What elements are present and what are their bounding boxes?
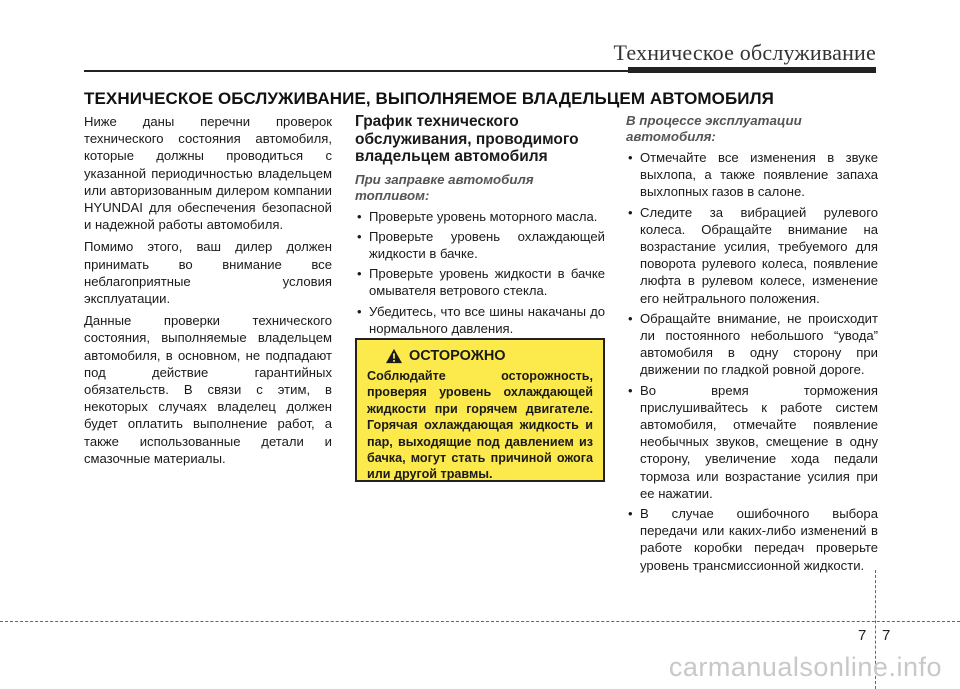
header-rule-accent [628,67,876,73]
list-item: • Следите за вибрацией рулевого колеса. Обращайте внимание на возрастание усилия, требуемого для поворота рулевого колеса, появление люфта в рулевом колесе, изменение его нейтрального положения. [626,204,878,307]
warning-text: Соблюдайте осторожность, проверяя уровень охлаждающей жидкости при горячем двигателе. Горячая охлаждающая жидкость и пар, выходящие под давлением из бачка, могут стать причиной ожога или другой травмы. [367,369,593,482]
warning-box [355,338,605,482]
list-item: • Убедитесь, что все шины накачаны до нормального давления. [355,303,605,337]
list-item: • Проверьте уровень моторного масла. [355,208,605,225]
list-item: • Проверьте уровень жидкости в бачке омывателя ветрового стекла. [355,265,605,299]
column-left [84,113,332,472]
list-item: • Во время торможения прислушивайтесь к работе систем автомобиля, отмечайте появление необычных звуков, смещение в одну сторону, увеличение хода педали тормоза или возрастание усилия при ее нажатии. [626,382,878,502]
footer-rule [0,621,960,622]
list-item: • Обращайте внимание, не происходит ли постоянного небольшого “увода” автомобиля в одну сторону при движении по гладкой ровной дороге. [626,310,878,379]
paragraph: Помимо этого, ваш дилер должен принимать во внимание все неблагоприятные условия эксплуатации. [84,239,332,307]
refuel-checklist [355,208,605,337]
watermark: carmanualsonline.info [668,652,942,682]
page-number: 7 [882,627,891,644]
column-middle [355,113,605,340]
paragraph: Данные проверки технического состояния, выполняемые владельцем автомобиля, в основном, не подпадают под действие гарантийных обязательств. В связи с этим, в некоторых случаях владелец должен будет оплатить выполнение работ, а также использованные детали и смазочные материалы. [84,313,332,466]
section-title: Техническое обслуживание [613,40,876,65]
list-item: • Проверьте уровень охлаждающей жидкости в бачке. [355,228,605,262]
warning-title-row [367,348,593,364]
column-right [626,113,878,577]
list-item: • Отмечайте все изменения в звуке выхлопа, а также появление запаха выхлопных газов в салоне. [626,149,878,201]
page-heading: ТЕХНИЧЕСКОЕ ОБСЛУЖИВАНИЕ, ВЫПОЛНЯЕМОЕ ВЛАДЕЛЬЦЕМ АВТОМОБИЛЯ [84,89,774,108]
driving-checklist [626,149,878,574]
driving-subheading: В процессе эксплуатации автомобиля: [626,113,802,144]
warning-triangle-icon [385,348,403,364]
warning-title: ОСТОРОЖНО [409,348,506,364]
chapter-number: 7 [858,627,867,644]
paragraph: Ниже даны перечни проверок технического состояния автомобиля, которые должны проводиться с указанной периодичностью владельцем или авторизованным дилером компании HYUNDAI для обеспечения безопасной и надежной работы автомобиля. [84,114,332,233]
schedule-heading: График технического обслуживания, проводимого владельцем автомобиля [355,113,579,165]
list-item: • В случае ошибочного выбора передачи или каких-либо изменений в работе коробки передач проверьте уровень трансмиссионной жидкости. [626,505,878,574]
refuel-subheading: При заправке автомобиля топливом: [355,171,534,203]
